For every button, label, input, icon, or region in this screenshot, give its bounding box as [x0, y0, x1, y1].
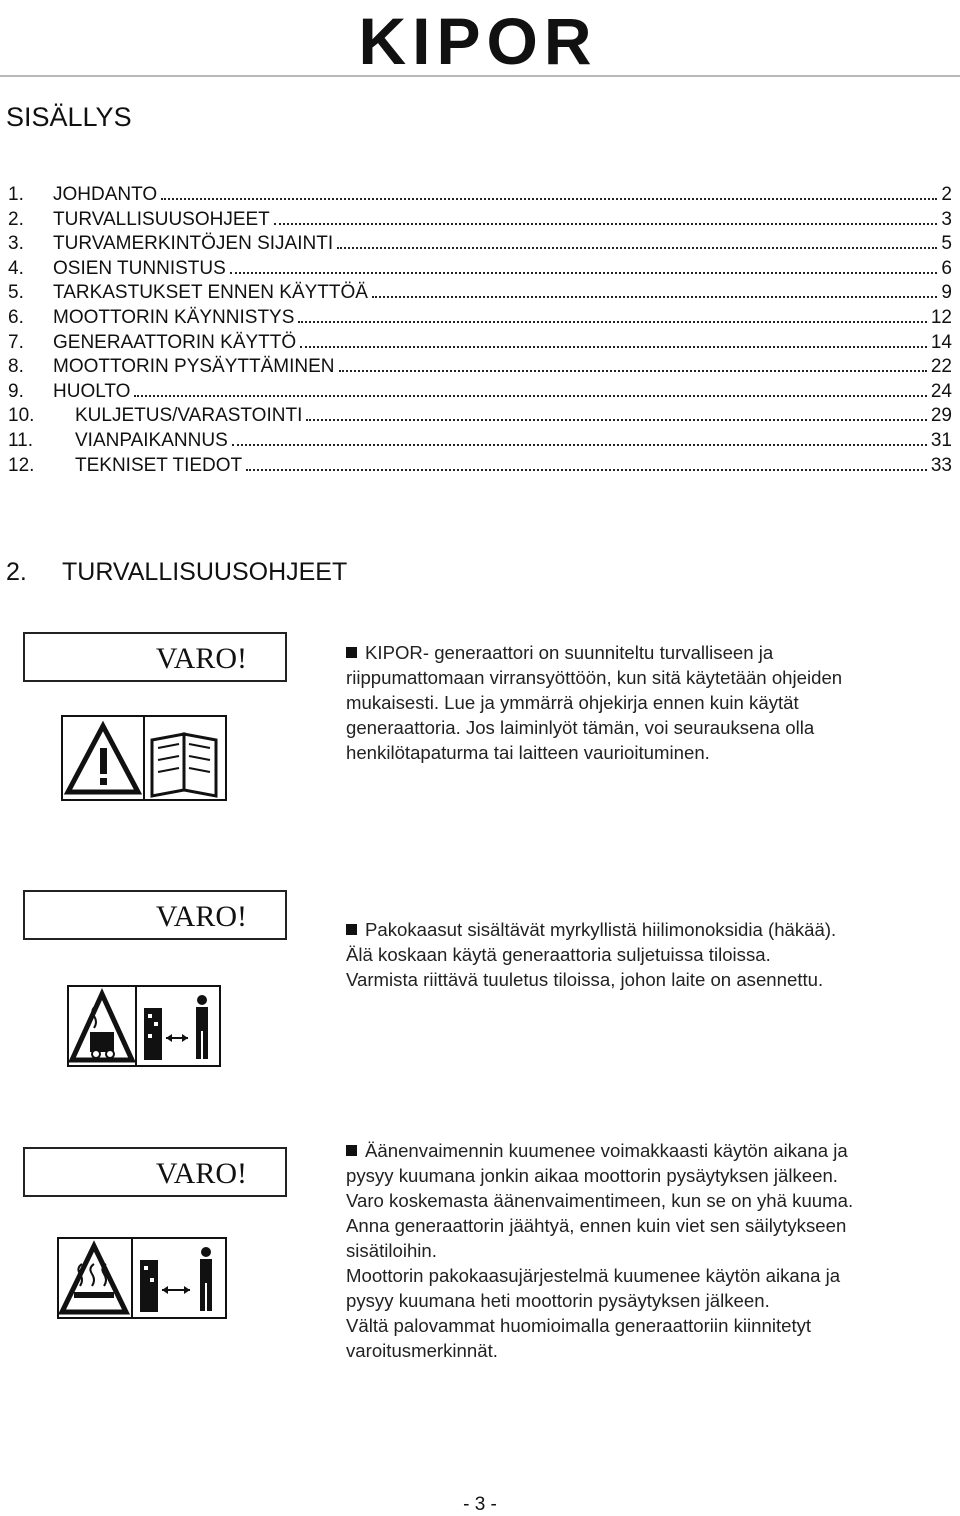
warning-line: pysyy kuumana heti moottorin pysäytyksen jälkeen. [346, 1290, 770, 1311]
toc-item [8, 380, 952, 405]
toc-item [8, 454, 952, 479]
toc-leader-dots [306, 418, 927, 421]
toc-leader-dots [274, 222, 938, 225]
bullet-icon [346, 647, 357, 658]
section-number: 2. [6, 558, 27, 586]
header-divider [0, 75, 960, 77]
toc-item-number: 9. [8, 380, 24, 402]
toc-item-number: 6. [8, 306, 24, 328]
toc-item-label: TURVALLISUUSOHJEET [53, 208, 270, 230]
toc-item-page: 31 [930, 429, 952, 451]
toc-item-label: MOOTTORIN KÄYNNISTYS [53, 306, 295, 328]
toc-leader-dots [339, 369, 927, 372]
toc-item [8, 306, 952, 331]
toc-item-label: KULJETUS/VARASTOINTI [75, 405, 303, 427]
warning-line: Anna generaattorin jäähtyä, ennen kuin viet sen säilytykseen [346, 1215, 847, 1236]
toc-item [8, 208, 952, 233]
toc-item-label: VIANPAIKANNUS [75, 429, 228, 451]
warning-line: Moottorin pakokaasujärjestelmä kuumenee käytön aikana ja [346, 1265, 841, 1286]
warning-triangle-icon [68, 726, 138, 792]
logo-text: KIPOR [358, 8, 598, 70]
toc-item-number: 7. [8, 331, 24, 353]
section-title: TURVALLISUUSOHJEET [62, 558, 348, 586]
section-heading [6, 558, 347, 587]
toc-item-page: 24 [930, 380, 952, 402]
warning-line: Vältä palovammat huomioimalla generaattoriin kiinnitetyt [346, 1315, 812, 1336]
warning-line: Pakokaasut sisältävät myrkyllistä hiilimonoksidia (häkää). [346, 917, 946, 942]
toc-leader-dots [246, 468, 927, 471]
toc-item-number: 11. [8, 429, 34, 451]
exhaust-pictogram [64, 982, 224, 1070]
warning-line: varoitusmerkinnät. [346, 1340, 498, 1361]
toc-item-number: 4. [8, 257, 24, 279]
toc-leader-dots [161, 197, 937, 200]
toc-item-number: 5. [8, 282, 24, 304]
hot-surface-warning-icon [62, 1246, 126, 1312]
toc-item-page: 14 [930, 331, 952, 353]
toc-item-label: TEKNISET TIEDOT [75, 454, 243, 476]
warning-line: riippumattomaan virransyöttöön, kun sitä käytetään ohjeiden [346, 667, 843, 688]
toc-leader-dots [300, 345, 927, 348]
toc-item [8, 331, 952, 356]
page-number: - 3 - [463, 1494, 497, 1515]
warning-line: sisätiloihin. [346, 1240, 437, 1261]
toc-item [8, 232, 952, 257]
toc-leader-dots [232, 443, 927, 446]
toc-item-page: 29 [930, 405, 952, 427]
warning-text-2 [346, 917, 946, 992]
toc-item [8, 404, 952, 429]
toc-item-label: TARKASTUKSET ENNEN KÄYTTÖÄ [53, 282, 368, 304]
warning-line: henkilötapaturma tai laitteen vaurioituminen. [346, 742, 710, 763]
warning-line: Älä koskaan käytä generaattoria suljetuissa tiloissa. [346, 944, 771, 965]
warning-text-3 [346, 1138, 946, 1363]
warning-line: mukaisesti. Lue ja ymmärrä ohjekirja ennen kuin käytät [346, 692, 799, 713]
toc-item [8, 429, 952, 454]
warning-line: generaattoria. Jos laiminlyöt tämän, voi seurauksena olla [346, 717, 815, 738]
kipor-logo [318, 8, 638, 70]
toc-item [8, 183, 952, 208]
exhaust-gas-warning-icon [72, 994, 132, 1060]
manual-book-icon [152, 734, 216, 796]
toc-item [8, 355, 952, 380]
hot-surface-pictogram [54, 1234, 230, 1322]
caution-label-box: VARO! [23, 890, 287, 940]
toc-item-number: 10. [8, 405, 35, 427]
toc-item [8, 257, 952, 282]
toc-leader-dots [134, 394, 926, 397]
toc-item-page: 5 [941, 233, 952, 255]
toc-item-page: 22 [930, 356, 952, 378]
toc-item-label: JOHDANTO [53, 184, 158, 205]
toc-item-number: 1. [8, 184, 24, 205]
ventilation-distance-icon [144, 995, 208, 1060]
warning-line: Varmista riittävä tuuletus tiloissa, johon laite on asennettu. [346, 969, 824, 990]
toc-item-label: MOOTTORIN PYSÄYTTÄMINEN [53, 356, 335, 378]
toc-item-label: OSIEN TUNNISTUS [53, 257, 226, 279]
warning-line: Varo koskemasta äänenvaimentimeen, kun se on yhä kuuma. [346, 1190, 854, 1211]
caution-label-box: VARO! [23, 632, 287, 682]
toc-item-number: 3. [8, 233, 24, 255]
toc-leader-dots [230, 271, 938, 274]
warning-pictogram [58, 712, 230, 804]
toc-item-label: TURVAMERKINTÖJEN SIJAINTI [53, 233, 334, 255]
toc-item-page: 12 [930, 306, 952, 328]
warning-line: Äänenvaimennin kuumenee voimakkaasti käytön aikana ja [346, 1138, 946, 1163]
bullet-icon [346, 1145, 357, 1156]
toc-item-page: 3 [941, 208, 952, 230]
warning-line: KIPOR- generaattori on suunniteltu turvalliseen ja [346, 640, 946, 665]
toc-item-page: 6 [941, 257, 952, 279]
toc-leader-dots [372, 295, 937, 298]
toc-item-number: 2. [8, 208, 24, 230]
toc-item-number: 12. [8, 454, 35, 476]
toc-item-page: 9 [941, 282, 952, 304]
toc-item-number: 8. [8, 356, 24, 378]
toc-item-page: 33 [930, 454, 952, 476]
table-of-contents [8, 183, 952, 478]
toc-item-label: GENERAATTORIN KÄYTTÖ [53, 331, 297, 353]
toc-title: SISÄLLYS [6, 102, 132, 132]
warning-text-1 [346, 640, 946, 765]
toc-item [8, 281, 952, 306]
caution-label-box: VARO! [23, 1147, 287, 1197]
warning-line: pysyy kuumana jonkin aikaa moottorin pysäytyksen jälkeen. [346, 1165, 838, 1186]
toc-leader-dots [337, 246, 937, 249]
bullet-icon [346, 924, 357, 935]
keep-distance-icon [140, 1247, 212, 1312]
toc-leader-dots [298, 320, 926, 323]
toc-item-label: HUOLTO [53, 380, 131, 402]
toc-item-page: 2 [941, 184, 952, 205]
